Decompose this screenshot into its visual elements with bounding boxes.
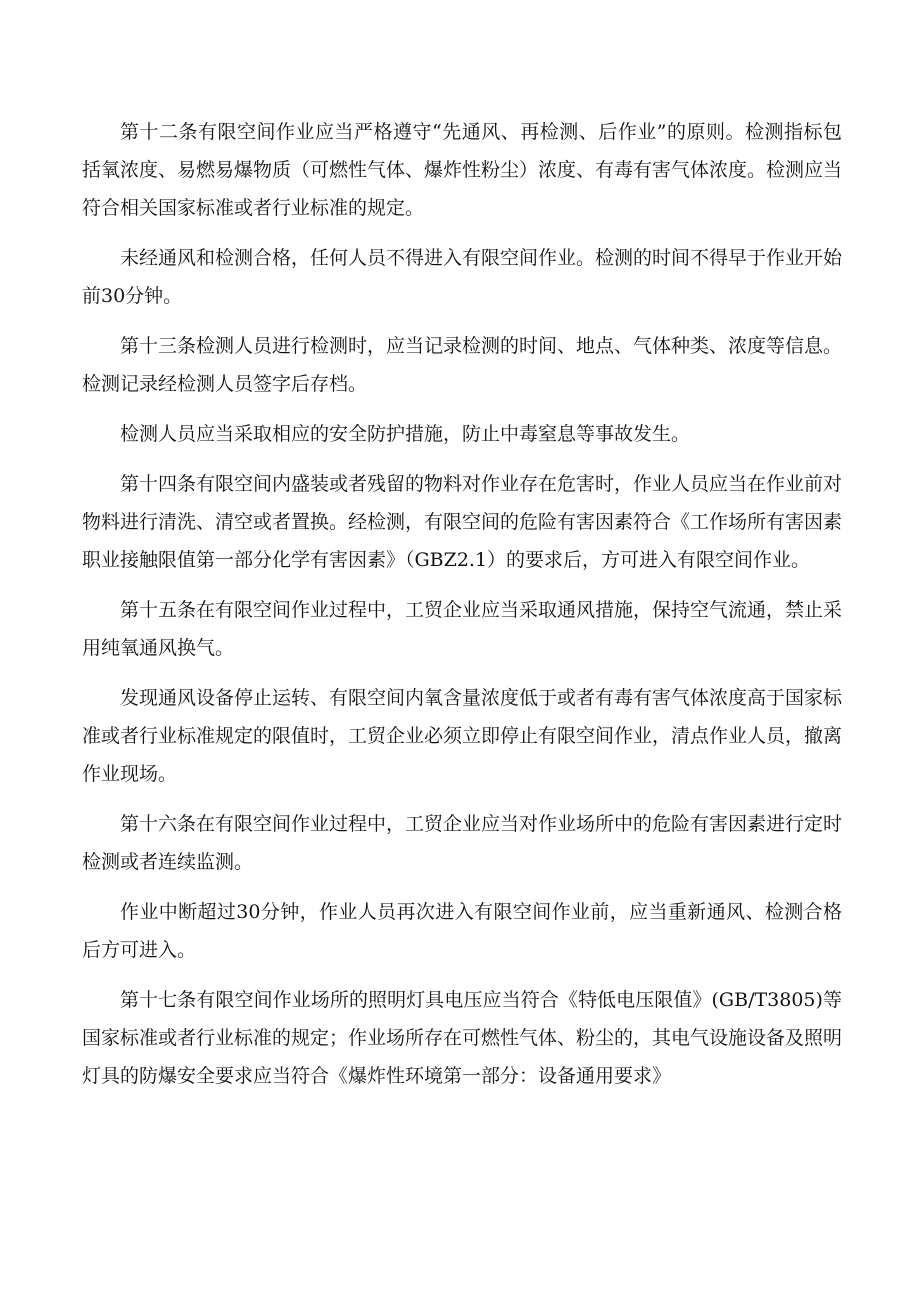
paragraph-protection: 检测人员应当采取相应的安全防护措施，防止中毒窒息等事故发生。 (120, 423, 691, 445)
paragraph-interruption: 作业中断超过30分钟，作业人员再次进入有限空间作业前，应当重新通风、检测合格后方可进入。 (82, 901, 842, 961)
paragraph-stop-work: 发现通风设备停止运转、有限空间内氧含量浓度低于或者有毒有害气体浓度高于国家标准或者行业标准规定的限值时，工贸企业必须立即停止有限空间作业，清点作业人员，撤离作业现场。 (82, 687, 843, 785)
paragraph-article-15: 第十五条在有限空间作业过程中，工贸企业应当采取通风措施，保持空气流通，禁止采用纯氧通风换气。 (82, 599, 843, 659)
paragraph-article-13: 第十三条检测人员进行检测时，应当记录检测的时间、地点、气体种类、浓度等信息。检测记录经检测人员签字后存档。 (82, 335, 843, 395)
paragraph-article-16: 第十六条在有限空间作业过程中，工贸企业应当对作业场所中的危险有害因素进行定时检测或者连续监测。 (82, 813, 843, 873)
paragraph-article-17: 第十七条有限空间作业场所的照明灯具电压应当符合《特低电压限值》(GB/T3805)等国家标准或者行业标准的规定；作业场所存在可燃性气体、粉尘的，其电气设施设备及照明灯具的防爆安全要求应当符合《爆炸性环境第一部分：设备通用要求》 (82, 989, 843, 1087)
paragraph-article-12: 第十二条有限空间作业应当严格遵守“先通风、再检测、后作业”的原则。检测指标包括氧浓度、易燃易爆物质（可燃性气体、爆炸性粉尘）浓度、有毒有害气体浓度。检测应当符合相关国家标准或者行业标准的规定。 (82, 121, 843, 219)
paragraph-ventilation-test: 未经通风和检测合格，任何人员不得进入有限空间作业。检测的时间不得早于作业开始前30分钟。 (82, 247, 843, 307)
document-body (82, 113, 842, 1107)
paragraph-article-14: 第十四条有限空间内盛装或者残留的物料对作业存在危害时，作业人员应当在作业前对物料进行清洗、清空或者置换。经检测，有限空间的危险有害因素符合《工作场所有害因素职业接触限值第一部分化学有害因素》（GBZ2.1）的要求后，方可进入有限空间作业。 (82, 473, 843, 571)
